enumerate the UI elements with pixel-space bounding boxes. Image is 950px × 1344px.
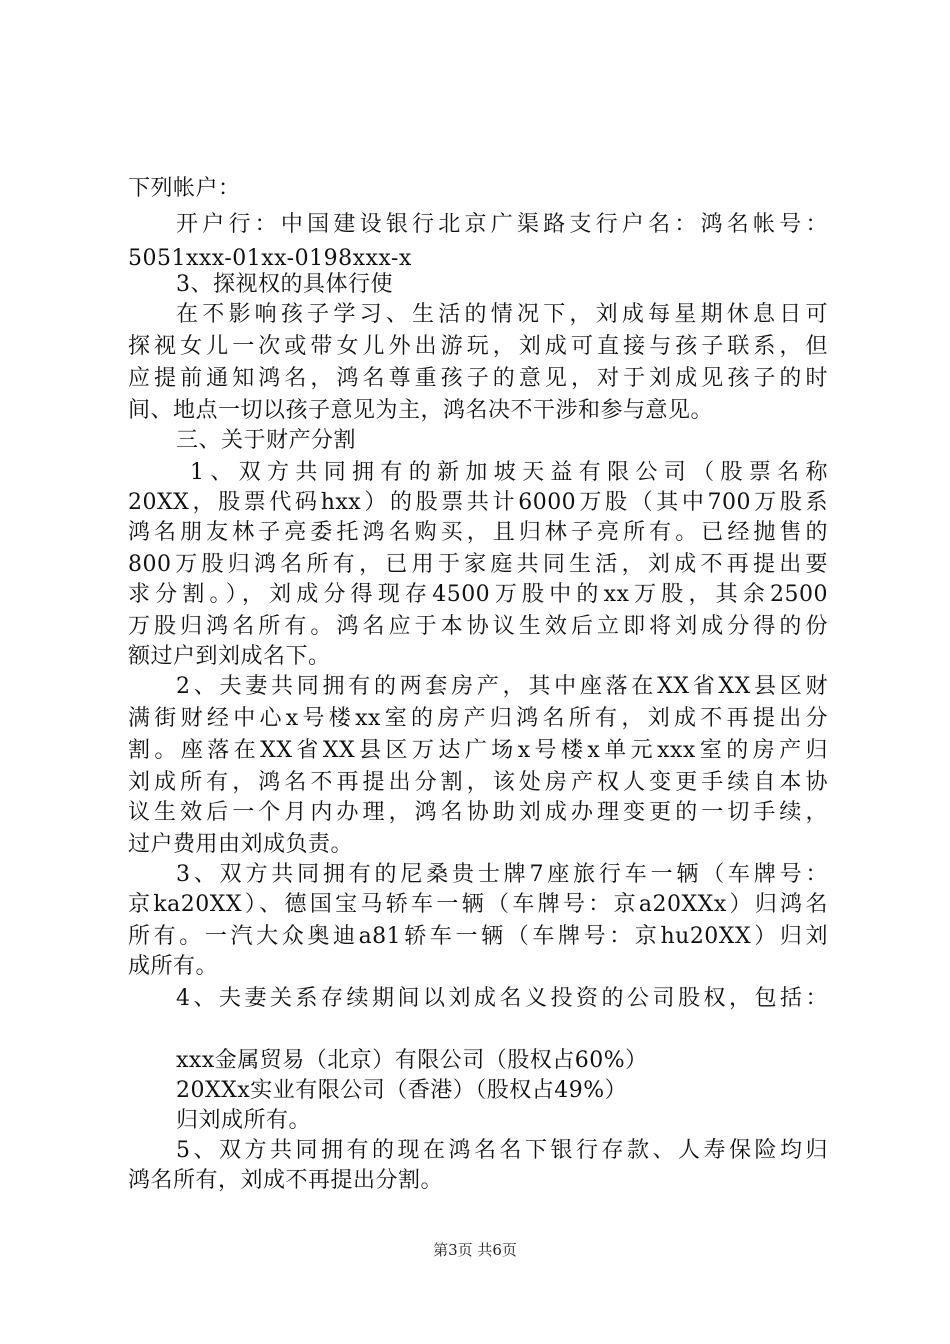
text-line: 应提前通知鸿名，鸿名尊重孩子的意见，对于刘成见孩子的时: [128, 366, 828, 391]
list-item: xxx金属贸易（北京）有限公司（股权占60%）: [176, 1048, 648, 1073]
text-line: 归刘成所有。: [176, 1108, 312, 1133]
text-line: 求分割。），刘成分得现存4500万股中的xx万股，其余2500: [128, 582, 828, 607]
text-line: 20XX，股票代码hxx）的股票共计6000万股（其中700万股系: [128, 490, 828, 515]
text-line: 在不影响孩子学习、生活的情况下，刘成每星期休息日可: [176, 302, 828, 327]
text-line: 万股归鸿名所有。鸿名应于本协议生效后立即将刘成分得的份: [128, 614, 828, 639]
text-line: 间、地点一切以孩子意见为主，鸿名决不干涉和参与意见。: [128, 398, 714, 423]
text-line: 成所有。: [128, 954, 219, 979]
list-item: 20XXx实业有限公司（香港）（股权占49%）: [176, 1078, 628, 1103]
text-line: 下列帐户：: [128, 176, 241, 201]
text-line: 割。座落在XX省XX县区万达广场x号楼x单元xxx室的房产归: [128, 738, 828, 763]
text-line: 京ka20XX）、德国宝马轿车一辆（车牌号：京a20XXx）归鸿名: [128, 892, 828, 917]
text-line: 过户费用由刘成负责。: [128, 832, 354, 857]
page-footer: 第3页 共6页: [433, 1241, 517, 1259]
text-line: 刘成所有，鸿名不再提出分割，该处房产权人变更手续自本协: [128, 770, 828, 795]
text-line: 议生效后一个月内办理，鸿名协助刘成办理变更的一切手续，: [128, 800, 828, 825]
text-line: 2、夫妻共同拥有的两套房产，其中座落在XX省XX县区财: [176, 674, 828, 699]
text-line: 3、双方共同拥有的尼桑贵士牌7座旅行车一辆（车牌号：: [176, 862, 828, 887]
text-line: 800万股归鸿名所有，已用于家庭共同生活，刘成不再提出要: [128, 552, 828, 577]
text-line: 额过户到刘成名下。: [128, 644, 331, 669]
text-line: 5、双方共同拥有的现在鸿名名下银行存款、人寿保险均归: [176, 1138, 828, 1163]
text-line: 4、夫妻关系存续期间以刘成名义投资的公司股权，包括：: [176, 986, 828, 1011]
text-line: 5051xxx-01xx-0198xxx-x: [128, 246, 412, 271]
text-line: 探视女儿一次或带女儿外出游玩，刘成可直接与孩子联系，但: [128, 334, 828, 359]
text-line: 1、双方共同拥有的新加坡天益有限公司（股票名称: [190, 460, 828, 485]
section-heading: 3、探视权的具体行使: [176, 272, 393, 297]
text-line: 所有。一汽大众奥迪a81轿车一辆（车牌号：京hu20XX）归刘: [128, 924, 828, 949]
section-heading: 三、关于财产分割: [176, 428, 357, 453]
text-line: 鸿名朋友林子亮委托鸿名购买，且归林子亮所有。已经抛售的: [128, 520, 828, 545]
text-line: 满街财经中心x号楼xx室的房产归鸿名所有，刘成不再提出分: [128, 706, 828, 731]
text-line: 开户行：中国建设银行北京广渠路支行户名：鸿名帐号：: [176, 212, 828, 237]
text-line: 鸿名所有，刘成不再提出分割。: [128, 1168, 444, 1193]
